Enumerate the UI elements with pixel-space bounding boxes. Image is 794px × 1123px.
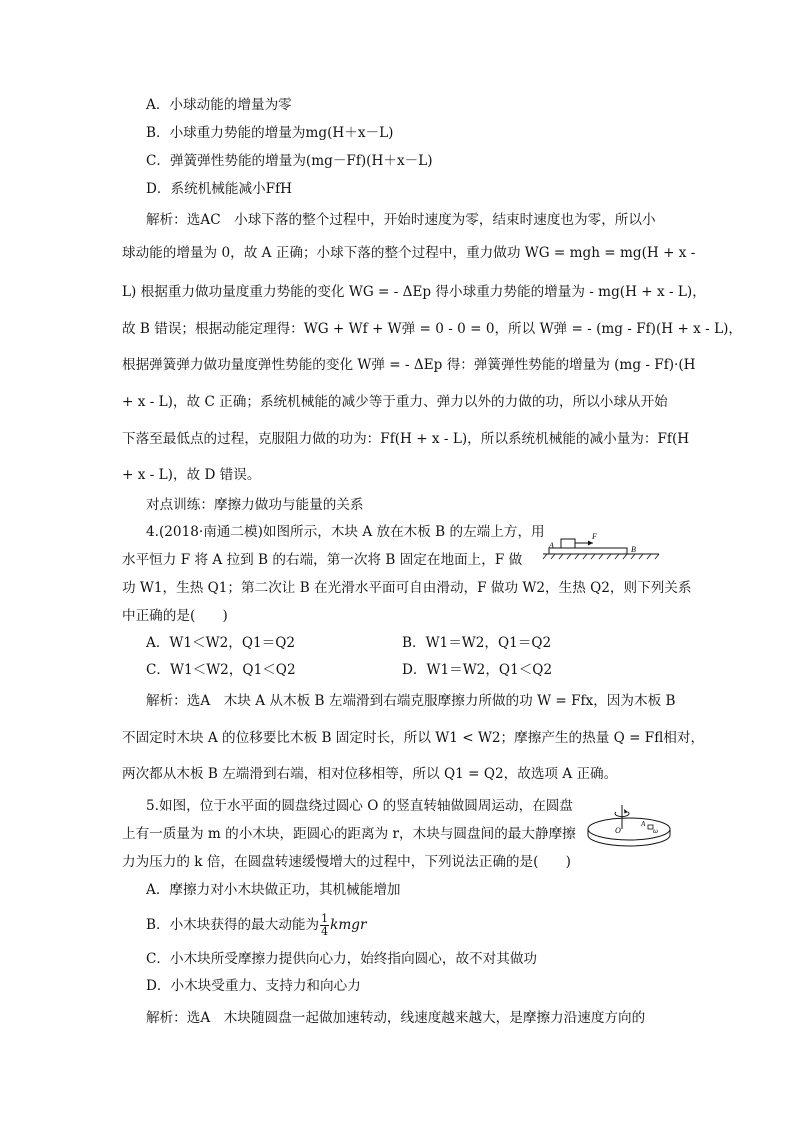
fraction-numerator: 1	[321, 912, 329, 925]
q3-option-d: D．系统机械能减小FfH	[146, 181, 292, 197]
q4-option-a: A．W1＜W2，Q1＝Q2	[146, 635, 296, 651]
q3-option-b: B．小球重力势能的增量为mg(H＋x－L)	[146, 125, 394, 141]
q4-stem-line: 功 W1，生热 Q1；第二次让 B 在光滑水平面可自由滑动，F 做功 W2，生热 Q2，则下列关系	[122, 580, 692, 596]
q4-stem-line: 4.(2018·南通二模)如图所示，木块 A 放在木板 B 的左端上方，用	[146, 524, 545, 540]
q3-solution-line: 球动能的增量为 0，故 A 正确；小球下落的整个过程中，重力做功 WG = mgh = mg(H + x -	[122, 245, 696, 261]
q5-option-b-text: B．小木块获得的最大动能为	[146, 917, 320, 933]
rotating-disk-figure	[586, 803, 676, 853]
section-heading: 对点训练：摩擦力做功与能量的关系	[146, 497, 364, 513]
q3-option-c: C．弹簧弹性势能的增量为(mg－Ff)(H＋x－L)	[146, 153, 433, 169]
q3-solution-line: 下落至最低点的过程，克服阻力做的功为：Ff(H + x - L)，所以系统机械能的减小量为：Ff(H	[122, 431, 690, 447]
q4-solution-line: 不固定时木块 A 的位移要比木板 B 固定时长，所以 W1 < W2；摩擦产生的热量 Q = Ffl相对，	[122, 730, 705, 746]
figure-label-b: B	[631, 545, 636, 554]
q5-option-d: D．小木块受重力、支持力和向心力	[146, 978, 361, 994]
figure-label-block: A	[641, 820, 646, 828]
q3-solution-line: 根据弹簧弹力做功量度弹性势能的变化 W弹 = - ΔEp 得：弹簧弹性势能的增量为 (mg - Ff)·(H	[122, 357, 696, 373]
q3-solution-line: 故 B 错误；根据动能定理得：WG + Wf + W弹 = 0 - 0 = 0，所以 W弹 = - (mg - Ff)(H + x - L)，	[122, 321, 742, 337]
fraction	[320, 913, 329, 938]
q4-solution-line: 解析：选A 木块 A 从木板 B 左端滑到右端克服摩擦力所做的功 W = Ffx，因为木板 B	[146, 693, 676, 709]
q5-solution-line: 解析：选A 木块随圆盘一起做加速转动，线速度越来越大，是摩擦力沿速度方向的	[146, 1010, 646, 1026]
q4-solution-line: 两次都从木板 B 左端滑到右端，相对位移相等，所以 Q1 = Q2，故选项 A 正确。	[122, 766, 618, 782]
q4-option-d: D．W1＝W2，Q1＜Q2	[402, 662, 553, 678]
q3-solution-line: L) 根据重力做功量度重力势能的变化 WG = - ΔEp 得小球重力势能的增量为 - mg(H + x - L)，	[122, 284, 706, 300]
q5-option-a: A．摩擦力对小木块做正功，其机械能增加	[146, 882, 401, 898]
q3-option-a: A．小球动能的增量为零	[146, 97, 292, 113]
q3-solution-line: + x - L)，故 C 正确；系统机械能的减少等于重力、弹力以外的力做的功，所以小球从开始	[122, 394, 668, 410]
q5-stem-line: 力为压力的 k 倍，在圆盘转速缓慢增大的过程中，下列说法正确的是( )	[122, 854, 571, 870]
figure-label-o: O	[615, 826, 621, 835]
figure-label-f: F	[592, 532, 597, 541]
q4-option-c: C．W1＜W2，Q1＜Q2	[146, 662, 296, 678]
q4-option-b: B．W1＝W2，Q1＝Q2	[402, 635, 552, 651]
q3-solution-line: 解析：选AC 小球下落的整个过程中，开始时速度为零，结束时速度也为零，所以小	[146, 212, 656, 228]
q5-option-b	[146, 913, 366, 938]
q5-stem-line: 5.如图，位于水平面的圆盘绕过圆心 O 的竖直转轴做圆周运动，在圆盘	[146, 798, 573, 814]
q3-solution-line: + x - L)，故 D 错误。	[122, 467, 261, 483]
block-on-board-figure	[543, 528, 663, 566]
figure-label-a: A	[549, 541, 554, 550]
fraction-denominator: 4	[321, 925, 329, 938]
q4-stem-line: 水平恒力 F 将 A 拉到 B 的右端，第一次将 B 固定在地面上，F 做	[122, 552, 523, 568]
q4-stem-line: 中正确的是( )	[122, 608, 228, 624]
q5-option-c: C．小木块所受摩擦力提供向心力，始终指向圆心，故不对其做功	[146, 951, 538, 967]
q5-stem-line: 上有一质量为 m 的小木块，距圆心的距离为 r，木块与圆盘间的最大静摩擦	[122, 826, 576, 842]
figure-label-omega: ω	[653, 827, 658, 835]
q5-option-b-expression: kmgr	[330, 917, 367, 933]
